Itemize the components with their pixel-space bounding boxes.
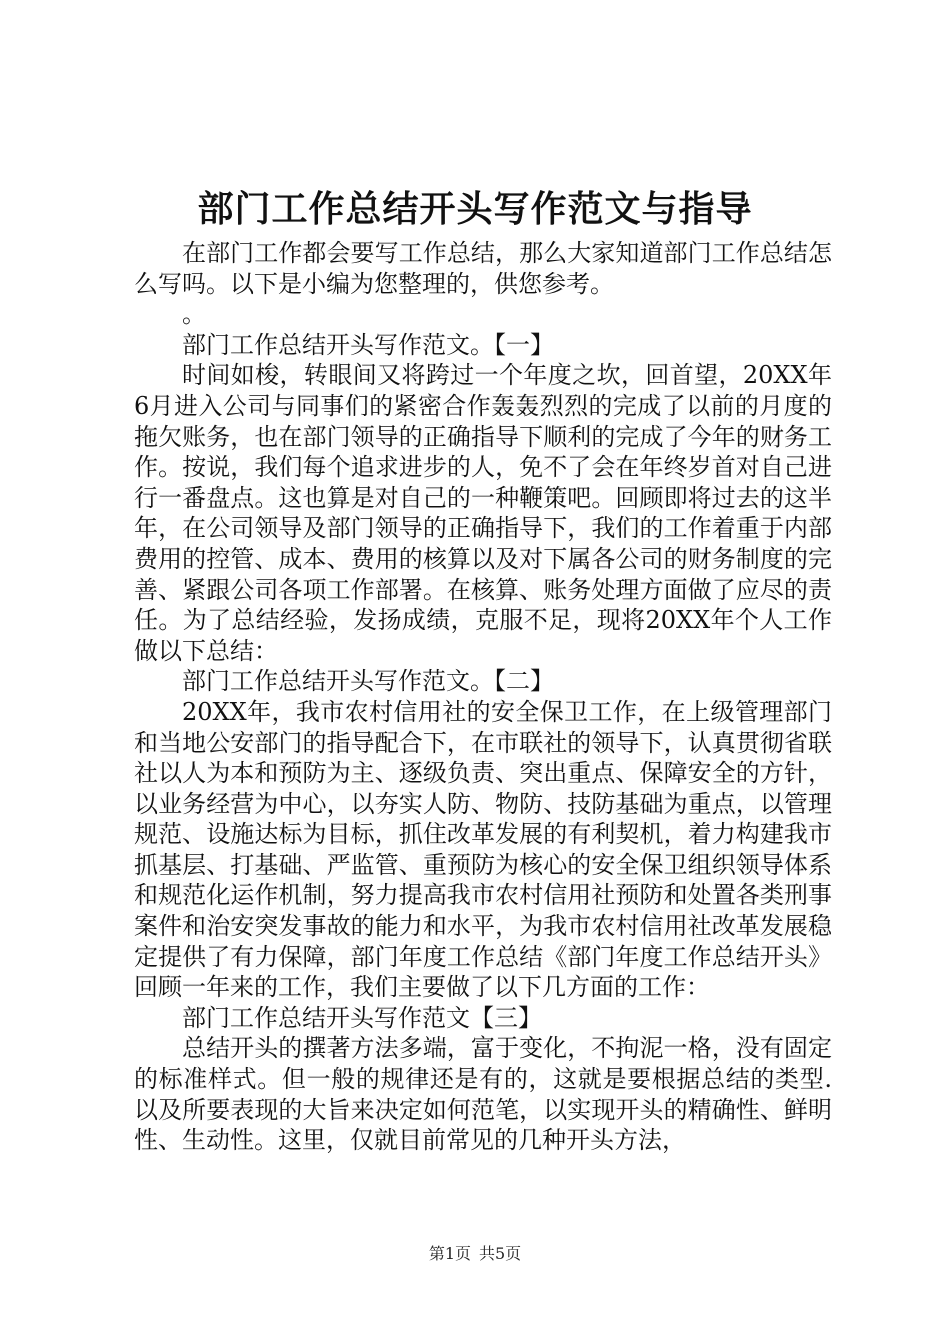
section-paragraph-1: 时间如梭，转眼间又将跨过一个年度之坎，回首望，20XX年6月进入公司与同事们的紧密合作轰轰烈烈的完成了以前的月度的拖欠账务，也在部门领导的正确指导下顺利的完成了今年的财务工作。按说，我们每个追求进步的人，免不了会在年终岁首对自己进行一番盘点。这也算是对自己的一种鞭策吧。回顾即将过去的这半年，在公司领导及部门领导的正确指导下，我们的工作着重于内部费用的控管、成本、费用的核算以及对下属各公司的财务制度的完善、紧跟公司各项工作部署。在核算、账务处理方面做了应尽的责任。为了总结经验，发扬成绩，克服不足，现将20XX年个人工作做以下总结：: [134, 361, 832, 665]
intro-paragraph: 在部门工作都会要写工作总结，那么大家知道部门工作总结怎么写吗。以下是小编为您整理的，供您参考。: [134, 239, 832, 298]
section-heading-2: 部门工作总结开头写作范文。【二】: [182, 667, 554, 696]
page-total: 共5页: [479, 1244, 522, 1263]
section-paragraph-2: 20XX年，我市农村信用社的安全保卫工作，在上级管理部门和当地公安部门的指导配合下，在市联社的领导下，认真贯彻省联社以人为本和预防为主、逐级负责、突出重点、保障安全的方针，以业务经营为中心，以夯实人防、物防、技防基础为重点，以管理规范、设施达标为目标，抓住改革发展的有利契机，着力构建我市抓基层、打基础、严监管、重预防为核心的安全保卫组织领导体系和规范化运作机制，努力提高我市农村信用社预防和处置各类刑事案件和治安突发事故的能力和水平，为我市农村信用社改革发展稳定提供了有力保障，部门年度工作总结《部门年度工作总结开头》回顾一年来的工作，我们主要做了以下几方面的工作：: [134, 697, 832, 1002]
page-footer: [0, 1244, 950, 1264]
document-title: 部门工作总结开头写作范文与指导: [197, 188, 753, 230]
section-heading-1: 部门工作总结开头写作范文。【一】: [182, 330, 554, 359]
page-number: 第1页: [428, 1244, 471, 1263]
document-body: [134, 238, 832, 1156]
section-paragraph-3: 总结开头的撰著方法多端，富于变化，不拘泥一格，没有固定的标准样式。但一般的规律还是有的，这就是要根据总结的类型.以及所要表现的大旨来决定如何范笔，以实现开头的精确性、鲜明性、生动性。这里，仅就目前常见的几种开头方法，: [134, 1034, 832, 1155]
separator-mark: 。: [182, 300, 206, 329]
section-heading-3: 部门工作总结开头写作范文【三】: [182, 1003, 542, 1032]
